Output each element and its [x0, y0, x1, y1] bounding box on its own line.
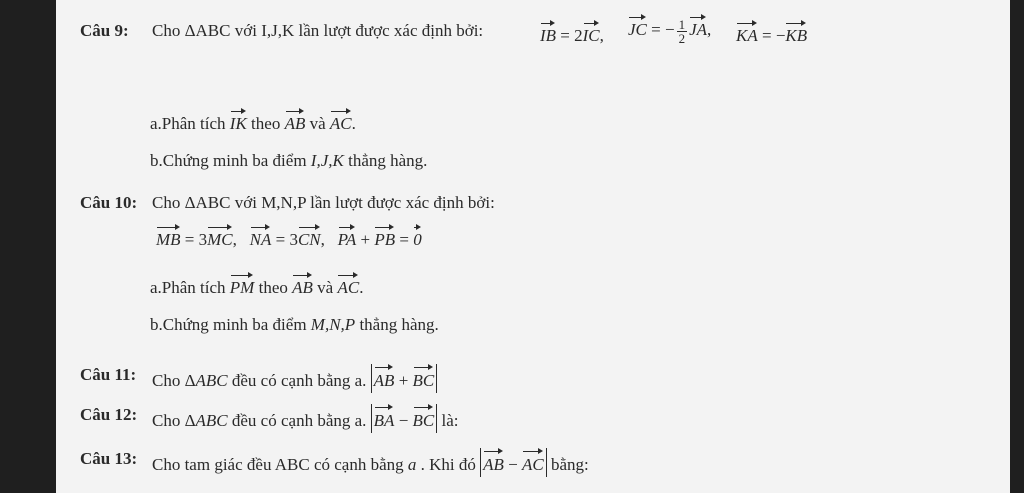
- q11-abs-expr: AB + BC: [371, 364, 438, 393]
- q10-intro: Cho ΔABC với M,N,P lần lượt được xác định bởi:: [152, 193, 495, 212]
- document-page: [56, 0, 1010, 493]
- q9-intro: Cho ΔABC với I,J,K lần lượt được xác định bởi:: [152, 21, 484, 40]
- q12-text: Cho ΔABC đều có cạnh bằng a. BA − BC là:: [152, 404, 459, 433]
- q9-eq2: JC = − $\frac{1}{2}$ JA,: [628, 14, 711, 45]
- q9-eq1: IB = 2IC,: [540, 20, 604, 47]
- q10-part-b: b.Chứng minh ba điểm M,N,P thẳng hàng.: [150, 315, 439, 334]
- q12-label: Câu 12:: [80, 405, 138, 424]
- q11-label: Câu 11:: [80, 365, 137, 384]
- q9-fraction: $\frac{1}{2}$: [678, 16, 686, 46]
- q12-abs-expr: BA − BC: [371, 404, 438, 433]
- q10-equations: MB = 3MC, NA = 3CN, PA + PB = 0: [156, 224, 422, 251]
- q10-part-a: a.Phân tích PM theo AB và AC.: [150, 272, 363, 299]
- q13-abs-expr: AB − AC: [480, 448, 547, 477]
- q13-text: Cho tam giác đều ABC có cạnh bằng a . Khi đó AB − AC bằng:: [152, 448, 589, 477]
- q10-label: Câu 10:: [80, 193, 138, 212]
- cropped-next-line: [516, 484, 636, 493]
- q9-label: Câu 9:: [80, 21, 129, 40]
- q13-label: Câu 13:: [80, 449, 138, 468]
- q11-text: Cho ΔABC đều có cạnh bằng a. AB + BC: [152, 364, 437, 393]
- q9-part-b: b.Chứng minh ba điểm I,J,K thẳng hàng.: [150, 151, 428, 170]
- q9-eq3: KA = −KB: [736, 20, 807, 47]
- q9-part-a: a.Phân tích IK theo AB và AC.: [150, 108, 356, 135]
